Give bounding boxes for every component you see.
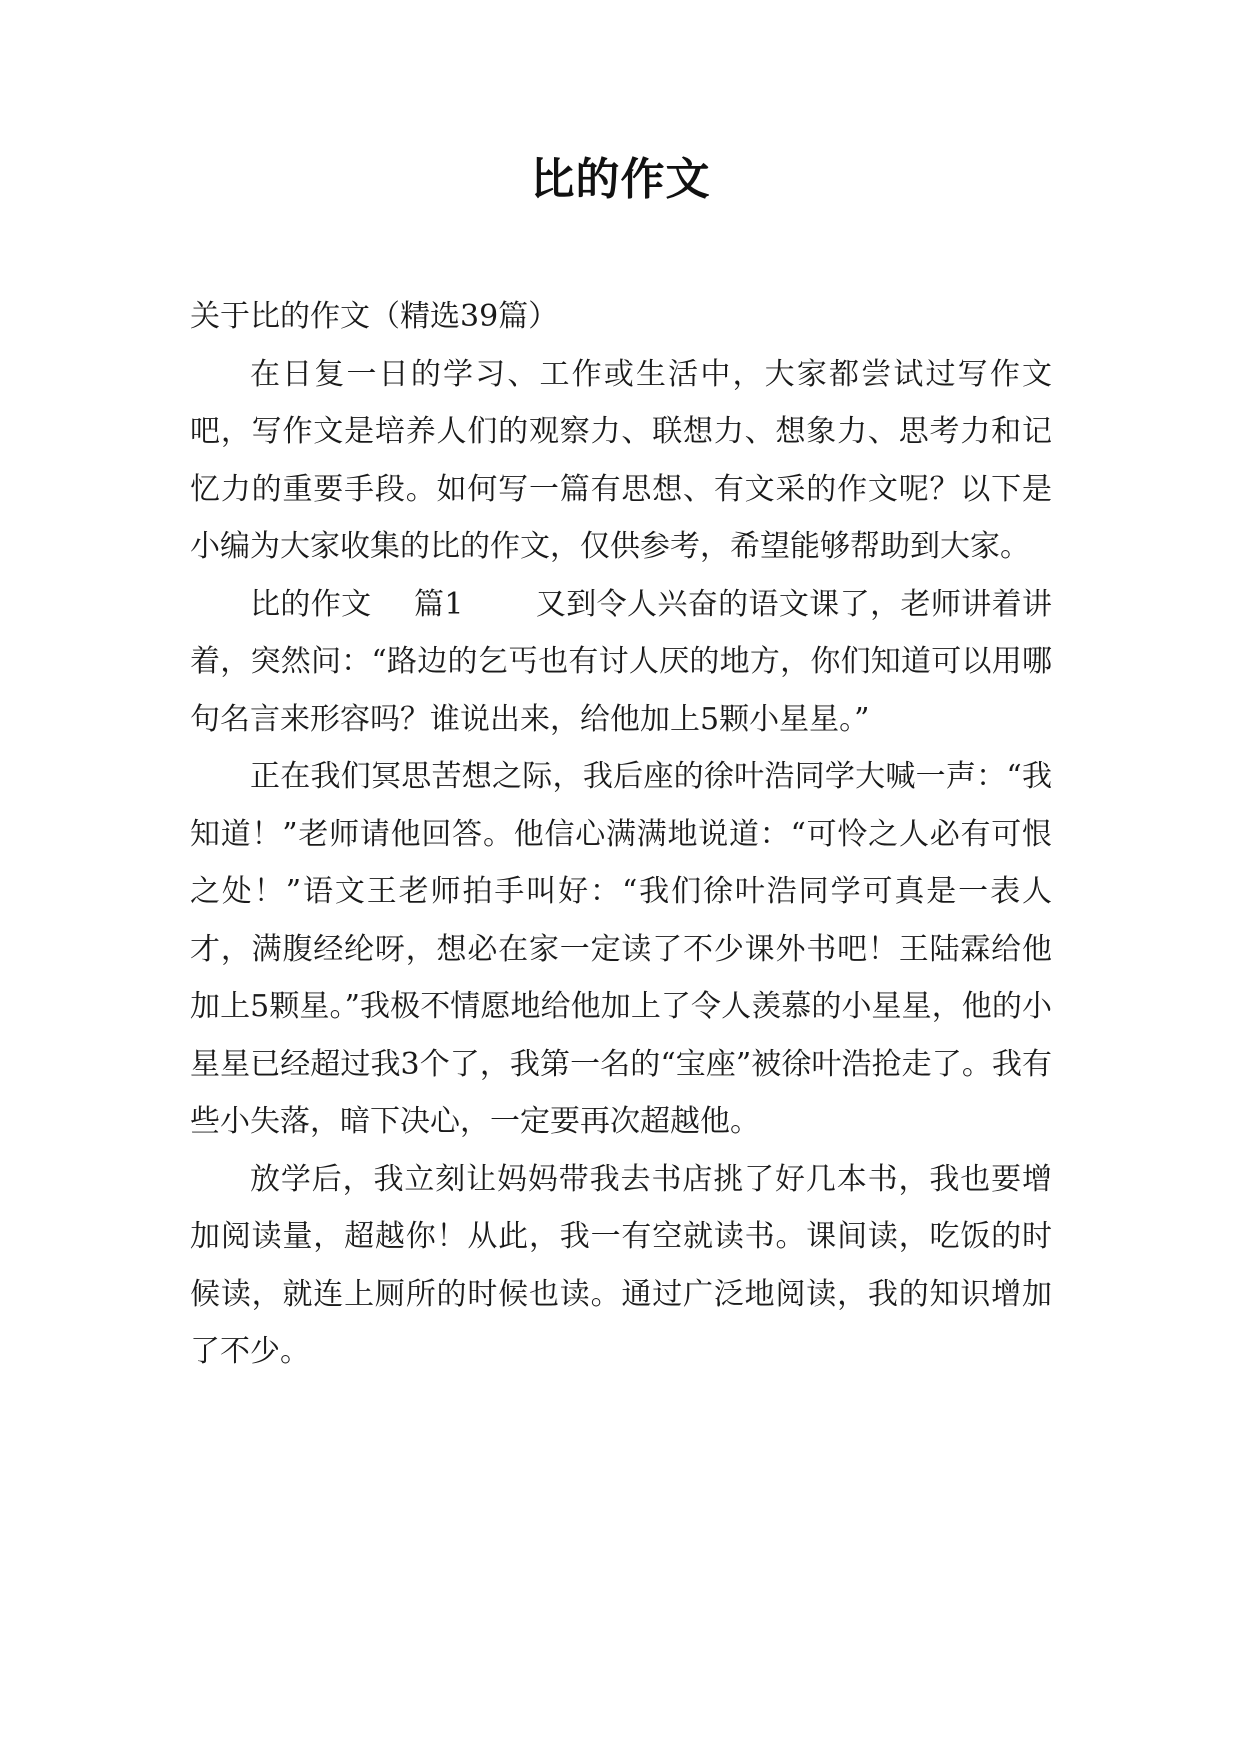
section-1-text: 又到令人兴奋的语文课了，老师讲着讲着，突然问：“路边的乞丐也有讨人厌的地方，你们知道可以用哪句名言来形容吗？谁说出来，给他加上5颗小星星。” bbox=[190, 586, 1053, 737]
document-body bbox=[190, 288, 1052, 1381]
document-subtitle: 关于比的作文（精选39篇） bbox=[190, 299, 559, 334]
section-1-heading: 比的作文 bbox=[250, 586, 372, 622]
section-1-paragraph bbox=[190, 576, 1052, 749]
section-1-number: 篇1 bbox=[413, 586, 464, 622]
body-paragraph: 正在我们冥思苦想之际，我后座的徐叶浩同学大喊一声：“我知道！”老师请他回答。他信心满满地说道：“可怜之人必有可恨之处！”语文王老师拍手叫好：“我们徐叶浩同学可真是一表人才，满腹经纶呀，想必在家一定读了不少课外书吧！王陆霖给他加上5颗星。”我极不情愿地给他加上了令人羡慕的小星星，他的小星星已经超过我3个了，我第一名的“宝座”被徐叶浩抢走了。我有些小失落，暗下决心，一定要再次超越他。 bbox=[190, 759, 1052, 1139]
body-paragraph: 放学后，我立刻让妈妈带我去书店挑了好几本书，我也要增加阅读量，超越你！从此，我一有空就读书。课间读，吃饭的时候读，就连上厕所的时候也读。通过广泛地阅读，我的知识增加了不少。 bbox=[190, 1161, 1052, 1369]
intro-paragraph: 在日复一日的学习、工作或生活中，大家都尝试过写作文吧，写作文是培养人们的观察力、联想力、想象力、思考力和记忆力的重要手段。如何写一篇有思想、有文采的作文呢？以下是小编为大家收集的比的作文，仅供参考，希望能够帮助到大家。 bbox=[190, 356, 1052, 564]
document-title: 比的作文 bbox=[530, 154, 711, 205]
